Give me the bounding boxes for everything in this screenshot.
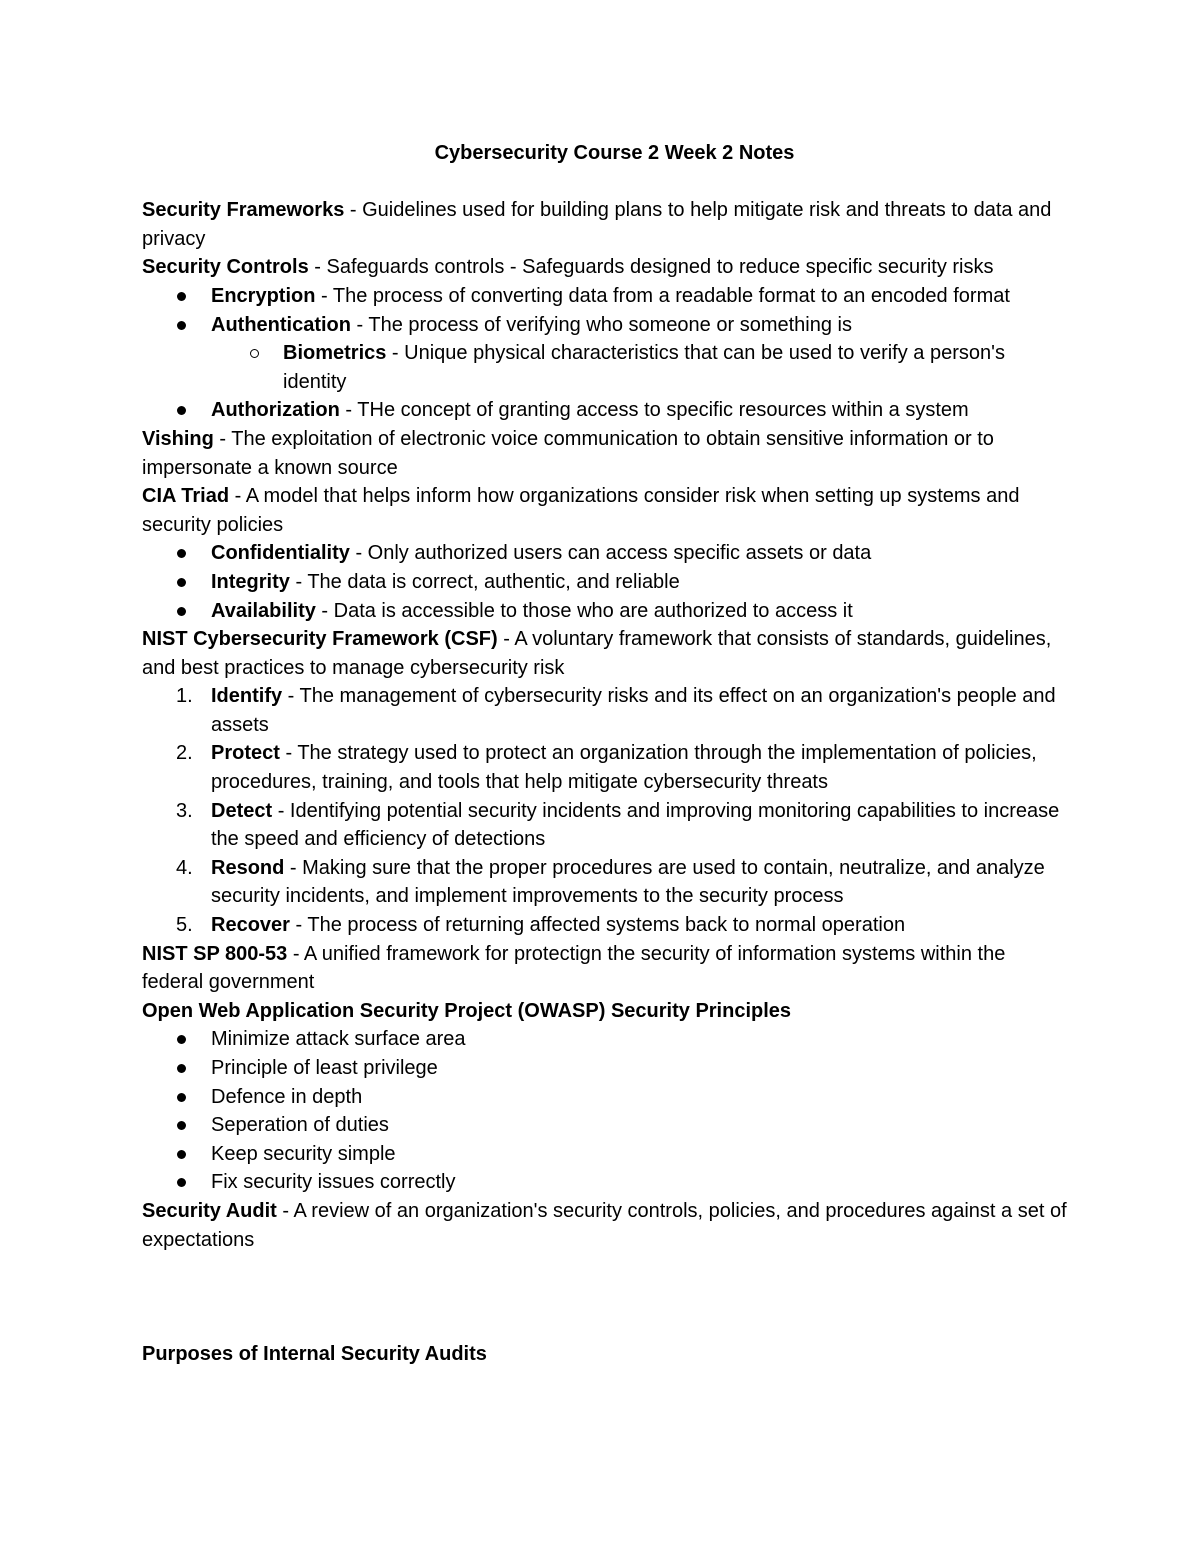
definition: - A voluntary framework that consists of standards, guidelines, and best practices to manage cybersecurity risk — [142, 628, 1052, 679]
definition: - THe concept of granting access to specific resources within a system — [339, 399, 969, 422]
vishing-entry — [142, 425, 1072, 482]
principle: Seperation of duties — [211, 1114, 389, 1137]
security-frameworks-entry — [142, 196, 1072, 253]
numbered-list-item — [142, 911, 1072, 940]
definition: - Identifying potential security incidents and improving monitoring capabilities to increase the speed and efficiency of detections — [211, 799, 1060, 851]
definition: - Only authorized users can access specific assets or data — [349, 542, 872, 565]
term: Recover — [211, 914, 290, 937]
cia-triad-entry — [142, 482, 1072, 539]
term: Security Controls — [142, 256, 309, 279]
bullet-icon — [177, 406, 186, 415]
term: Resond — [211, 856, 285, 879]
definition: - The management of cybersecurity risks and its effect on an organization's people and assets — [211, 685, 1056, 736]
nist-csf-functions-list — [142, 682, 1072, 939]
list-item — [142, 568, 1072, 597]
definition: - A unified framework for protectign the security of information systems within the federal government — [142, 942, 1006, 994]
nist-csf-entry — [142, 625, 1072, 682]
definition: - Making sure that the proper procedures are used to contain, neutralize, and analyze security incidents, and implement improvements to the security process — [211, 856, 1045, 908]
definition: - The process of converting data from a readable format to an encoded format — [315, 284, 1010, 307]
list-number: 1. — [176, 685, 193, 708]
term: CIA Triad — [142, 485, 230, 508]
definition: - Safeguards controls - Safeguards designed to reduce specific security risks — [308, 256, 994, 279]
list-item — [142, 597, 1072, 626]
definition: - A review of an organization's security controls, policies, and procedures against a set of expectations — [142, 1199, 1067, 1251]
list-item — [142, 1025, 1072, 1054]
definition: - The data is correct, authentic, and reliable — [289, 570, 680, 593]
list-item — [142, 1140, 1072, 1169]
bullet-icon — [177, 1178, 186, 1187]
list-item — [142, 539, 1072, 568]
bullet-icon — [177, 1093, 186, 1102]
bullet-icon — [177, 549, 186, 558]
bullet-icon — [177, 321, 186, 330]
principle: Fix security issues correctly — [211, 1171, 456, 1194]
term: Integrity — [211, 570, 290, 593]
bullet-icon — [177, 1035, 186, 1044]
definition: - Guidelines used for building plans to help mitigate risk and threats to data and privacy — [142, 199, 1052, 250]
bullet-icon — [177, 607, 186, 616]
numbered-list-item — [142, 739, 1072, 796]
list-item — [142, 282, 1072, 311]
principle: Defence in depth — [211, 1085, 363, 1108]
principle: Minimize attack surface area — [211, 1028, 466, 1051]
list-number: 4. — [176, 856, 193, 879]
definition: - A model that helps inform how organizations consider risk when setting up systems and security policies — [142, 485, 1020, 536]
list-item — [142, 1054, 1072, 1083]
bullet-icon — [177, 292, 186, 301]
sub-list-item — [142, 339, 1072, 396]
security-controls-list — [142, 282, 1072, 425]
term: NIST Cybersecurity Framework (CSF) — [142, 628, 498, 651]
term: NIST SP 800-53 — [142, 942, 288, 965]
list-number: 2. — [176, 742, 193, 765]
security-controls-entry — [142, 253, 1072, 282]
list-item — [142, 396, 1072, 425]
cia-triad-list — [142, 539, 1072, 625]
term: Protect — [211, 742, 280, 765]
section-heading: Purposes of Internal Security Audits — [142, 1343, 487, 1366]
owasp-heading — [142, 997, 1072, 1026]
spacer — [142, 1254, 1072, 1340]
numbered-list-item — [142, 682, 1072, 739]
term: Security Frameworks — [142, 199, 345, 222]
term: Authorization — [211, 399, 340, 422]
owasp-principles-list — [142, 1025, 1072, 1197]
numbered-list-item — [142, 797, 1072, 854]
term: Authentication — [211, 313, 351, 336]
list-number: 5. — [176, 914, 193, 937]
term: Detect — [211, 799, 273, 822]
term: Security Audit — [142, 1199, 277, 1222]
nist-sp-entry — [142, 940, 1072, 997]
principle: Principle of least privilege — [211, 1057, 438, 1079]
definition: - The process of returning affected systems back to normal operation — [289, 914, 906, 937]
definition: - The strategy used to protect an organization through the implementation of policies, procedures, training, and tools that help mitigate cybersecurity threats — [211, 742, 1037, 794]
term: Vishing — [142, 427, 214, 450]
definition: - The exploitation of electronic voice communication to obtain sensitive information or to impersonate a known source — [142, 427, 994, 479]
list-item — [142, 311, 1072, 340]
bullet-icon — [177, 1121, 186, 1130]
term: Confidentiality — [211, 542, 350, 565]
term: Biometrics — [283, 342, 387, 365]
list-number: 3. — [176, 799, 193, 822]
document-page — [142, 139, 1072, 1369]
principle: Keep security simple — [211, 1142, 396, 1165]
bullet-icon — [177, 1150, 186, 1159]
security-audit-entry — [142, 1197, 1072, 1254]
term: Availability — [211, 599, 316, 622]
list-item — [142, 1168, 1072, 1197]
term: Open Web Application Security Project (OWASP) Security Principles — [142, 999, 792, 1022]
numbered-list-item — [142, 854, 1072, 911]
term: Encryption — [211, 284, 316, 307]
term: Identify — [211, 685, 283, 708]
hollow-bullet-icon — [250, 349, 259, 358]
definition: - The process of verifying who someone or something is — [351, 313, 852, 336]
page-title: Cybersecurity Course 2 Week 2 Notes — [434, 142, 795, 164]
bullet-icon — [177, 1064, 186, 1073]
list-item — [142, 1083, 1072, 1112]
list-item — [142, 1111, 1072, 1140]
bullet-icon — [177, 578, 186, 587]
definition: - Unique physical characteristics that can be used to verify a person's identity — [283, 342, 1005, 393]
definition: - Data is accessible to those who are authorized to access it — [315, 599, 853, 622]
